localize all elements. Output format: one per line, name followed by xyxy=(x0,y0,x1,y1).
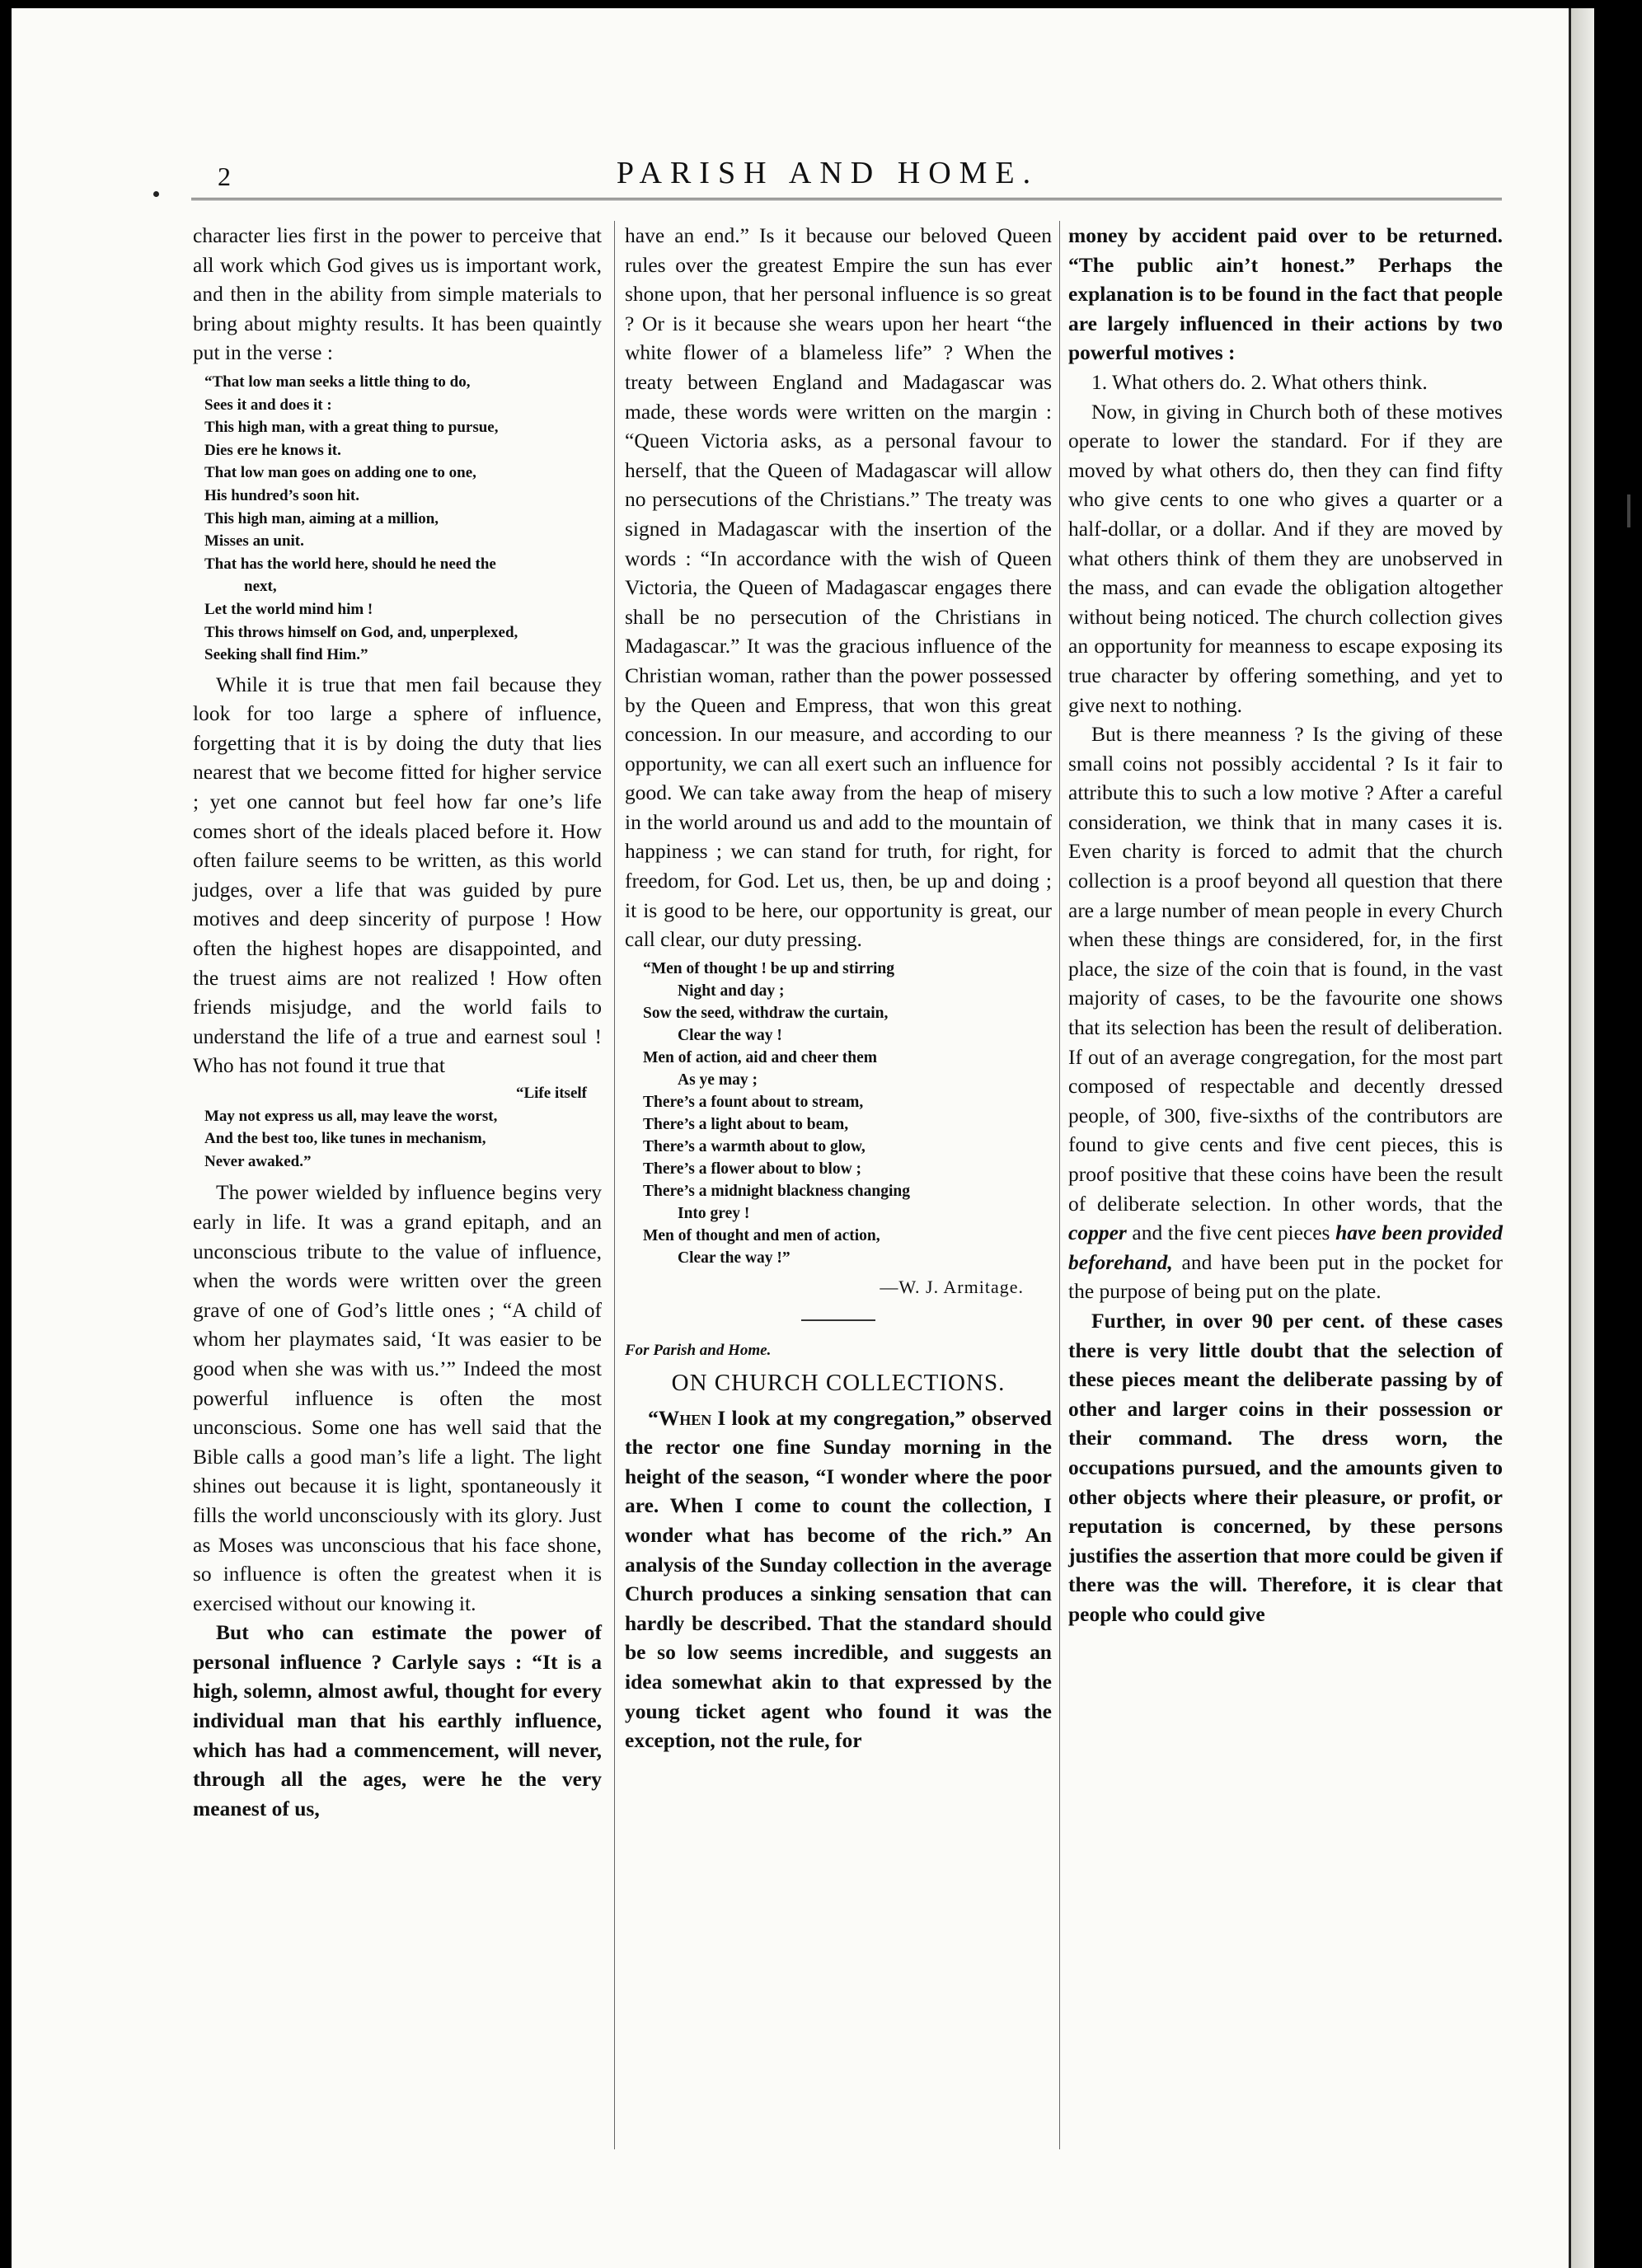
verse-line: That low man goes on adding one to one, xyxy=(204,464,476,482)
verse-line: This high man, with a great thing to pursue, xyxy=(204,419,499,437)
running-title: PARISH AND HOME. xyxy=(616,156,1039,190)
column-3 xyxy=(1068,221,1503,1629)
paragraph-text: and the five cent pieces xyxy=(1126,1221,1336,1245)
verse-line: There’s a warmth about to glow, xyxy=(643,1137,866,1155)
article-credit: For Parish and Home. xyxy=(625,1342,772,1360)
verse-line: Into grey ! xyxy=(678,1204,750,1222)
verse-line: next, xyxy=(244,578,277,596)
verse-line: His hundred’s soon hit. xyxy=(204,486,359,504)
paragraph: Now, in giving in Church both of these motives operate to lower the standard. For if they are moved by what others do, then they can find fifty who give cents to one who gives a quarter or a half-dollar, or a dollar. And if they are moved by what others think of them they are unobserved in the mass, and can evade the obligation altogether without being noticed. The church collection gives an opportunity for meanness to escape exposing its true character by offering something, and yet to give next to nothing. xyxy=(1068,399,1503,717)
verse-line: “That low man seeks a little thing to do, xyxy=(204,373,471,391)
verse-line: Men of thought and men of action, xyxy=(643,1226,880,1244)
paragraph: character lies first in the power to perceive that all work which God gives us is important work, and then in the ability from simple materials to bring about mighty results. It has been quaintly put in the verse : xyxy=(193,223,602,365)
paragraph: have an end.” Is it because our beloved Queen rules over the greatest Empire the sun has ever shone upon, that her personal influence is so great ? Or is it because she wears upon her heart “the white flower of a blameless life” ? When the treaty between England and Madagascar was made, these words were written on the margin : “Queen Victoria asks, as a personal favour to herself, that the Queen of Madagascar will allow no persecutions of the Christians.” The treaty was signed in Madagascar with the insertion of the words : “In accordance with the wish of Queen Victoria, the Queen of Madagascar engages there shall be no persecution of the Christians in Madagascar.” It was the gracious influence of the Christian woman, rather than the power possessed by the Queen and Empress, that won this great concession. In our measure, and according to our opportunity, we can all exert such an influence for good. We can take away from the heap of misery in the world around us and add to the mountain of happiness ; we can stand for truth, for right, for freedom, for God. Let us, then, be up and doing ; it is good to be here, our opportunity is great, our call clear, our duty pressing. xyxy=(625,223,1052,952)
paragraph-text: I look at my congregation,” observed the rector one fine Sunday morning in the height of the season, “I wonder where the poor are. When I come to count the collection, I wonder what has become of the rich.” An analysis of the Sunday collection in the average Church produces a sinking sensation that can hardly be described. That the standard should be so low seems incredible, and suggests an idea somewhat akin to that expressed by the young ticket agent who found it was the exception, not the rule, for xyxy=(625,1405,1052,1753)
verse-line: This throws himself on God, and, unperplexed, xyxy=(204,623,518,641)
section-separator xyxy=(801,1319,875,1321)
paragraph: money by accident paid over to be returned. “The public ain’t honest.” Perhaps the explanation is to be found in the fact that people are largely influenced in their actions by two powerful motives : xyxy=(1068,223,1503,365)
verse-line: That has the world here, should he need the xyxy=(204,555,496,573)
verse-line: Night and day ; xyxy=(678,982,785,1000)
verse-line: Misses an unit. xyxy=(204,532,304,551)
verse-line: “Men of thought ! be up and stirring xyxy=(643,959,894,977)
verse-line: Sees it and does it : xyxy=(204,396,332,414)
verse-line: There’s a midnight blackness changing xyxy=(643,1182,910,1200)
page-header xyxy=(12,155,1594,196)
verse-line: There’s a flower about to blow ; xyxy=(643,1160,862,1178)
paragraph: The power wielded by influence begins very early in life. It was a grand epitaph, and an unconscious tribute to the value of influence, when the words were written over the green grave of one of God’s little ones ; “A child of whom her playmates said, ‘It was easier to be good when she was with us.’” Indeed the most powerful influence is often the most unconscious. Some one has well said that the Bible calls a good man’s life a light. The light shines out because it is light, spontaneously it fills the world unconsciously with its glory. Just as Moses was unconscious that his face shone, so influence is often the greatest when it is exercised without our knowing it. xyxy=(193,1180,602,1615)
verse-line: Clear the way ! xyxy=(678,1026,782,1044)
paragraph xyxy=(625,1403,1052,1755)
verse-line: This high man, aiming at a million, xyxy=(204,509,439,527)
column-1 xyxy=(193,221,602,1823)
verse-quote xyxy=(193,1082,602,1173)
page-edge xyxy=(1569,8,1594,2268)
drop-word: “When xyxy=(648,1405,712,1430)
numbered-motives: 1. What others do. 2. What others think. xyxy=(1091,369,1428,394)
verse-line: May not express us all, may leave the worst, xyxy=(204,1107,498,1125)
verse-line: There’s a fount about to stream, xyxy=(643,1093,864,1111)
paragraph: While it is true that men fail because they look for too large a sphere of influence, forgetting that it is by doing the duty that lies nearest that we become fitted for higher service ; yet one cannot but feel how far one’s life comes short of the ideals placed before it. How often failure seems to be written, as this world judges, over a life that was guided by pure motives and deep sincerity of purpose ! How often the highest hopes are disappointed, and the truest aims are not realized ! How often friends misjudge, and the world fails to understand the life of a true and earnest soul ! Who has not found it true that xyxy=(193,672,602,1078)
paragraph-text: and have been put in the pocket for the purpose of being put on the plate. xyxy=(1068,1249,1503,1304)
verse-line: Seeking shall find Him.” xyxy=(204,646,368,664)
verse-quote xyxy=(193,371,602,667)
verse-line: As ye may ; xyxy=(678,1071,758,1089)
verse-line: Let the world mind him ! xyxy=(204,600,373,618)
page xyxy=(12,8,1594,2268)
verse-line: Men of action, aid and cheer them xyxy=(643,1048,877,1066)
column-divider xyxy=(614,221,615,2149)
verse-line: “Life itself xyxy=(515,1085,587,1102)
paragraph-text: But is there meanness ? Is the giving of these small coins not possibly accidental ? Is it fair to attribute this to such a low motive ? After a careful consideration, we think that in many cases it is. Even charity is forced to admit that the church collection is a proof beyond all question that there are a large number of mean people in every Church when these things are considered, for, in the first place, the size of the coin that is found, in the vast majority of cases, to be the favourite one shows that its selection has been the result of deliberation. If out of an average congregation, for the most part composed of respectable and decently dressed people, of 300, five-sixths of the contributors are found to give cents and five cent pieces, this is proof positive that these coins have been the result of deliberate selection. In other words, that the xyxy=(1068,722,1503,1216)
verse-line: Sow the seed, withdraw the curtain, xyxy=(643,1004,889,1022)
verse-line: There’s a light about to beam, xyxy=(643,1115,849,1133)
verse-line: And the best too, like tunes in mechanism, xyxy=(204,1130,486,1148)
scan-mark xyxy=(1627,494,1630,527)
verse-line: Clear the way !” xyxy=(678,1249,791,1267)
column-divider xyxy=(1059,221,1060,2149)
verse-quote xyxy=(625,958,1052,1269)
emphasis: have been provided beforehand, xyxy=(1068,1221,1503,1274)
verse-line: Never awaked.” xyxy=(204,1152,312,1170)
column-2 xyxy=(625,221,1052,1755)
paragraph xyxy=(1068,719,1503,1306)
paragraph: Further, in over 90 per cent. of these cases there is very little doubt that the selection of these pieces meant the deliberate passing by of other and larger coins in their possession or their command. The dress worn, the occupations pursued, and the amounts given to other objects where their pleasure, or profit, or reputation is concerned, by these persons justifies the assertion that more could be given if there was the will. Therefore, it is clear that people who could give xyxy=(1068,1308,1503,1626)
verse-line: Dies ere he knows it. xyxy=(204,441,341,459)
article-title: ON CHURCH COLLECTIONS. xyxy=(671,1370,1006,1397)
header-rule xyxy=(191,198,1502,200)
paragraph: But who can estimate the power of personal influence ? Carlyle says : “It is a high, solemn, almost awful, thought for every individual man that his earthly influence, which has had a commencement, will never, through all the ages, were he the very meanest of us, xyxy=(193,1620,602,1820)
poem-signature: —W. J. Armitage. xyxy=(880,1276,1024,1297)
page-number: 2 xyxy=(218,162,231,191)
emphasis: copper xyxy=(1068,1221,1127,1245)
